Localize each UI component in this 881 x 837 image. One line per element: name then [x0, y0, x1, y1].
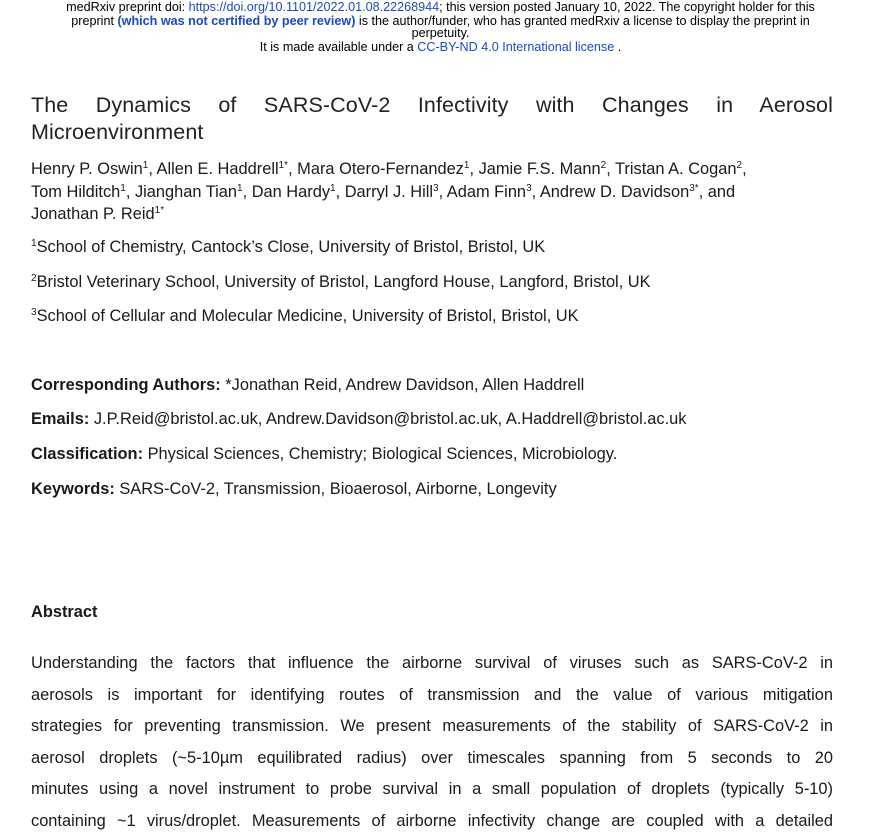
- abstract-line: aerosol droplets (~5-10µm equilibrated radius) over timescales spanning from 5 seconds to 20: [31, 743, 833, 775]
- affiliation-1: [31, 237, 545, 257]
- author-list: [31, 158, 836, 226]
- meta-value: Physical Sciences, Chemistry; Biological Sciences, Microbiology.: [143, 445, 617, 463]
- abstract-line: aerosols is important for identifying routes of transmission and the value of various mitigation: [31, 680, 833, 712]
- author-affiliation-marker: 1: [120, 183, 126, 194]
- affiliation-3: [31, 306, 579, 326]
- abstract-line: Understanding the factors that influence the airborne survival of viruses such as SARS-CoV-2 in: [31, 648, 833, 680]
- author-name: Tristan A. Cogan: [615, 160, 736, 178]
- author-separator: ,: [532, 183, 540, 201]
- author-name: Henry P. Oswin: [31, 160, 143, 178]
- author-separator: ,: [742, 160, 747, 178]
- author-affiliation-marker: 1: [330, 183, 336, 194]
- abstract-line: strategies for preventing transmission. We present measurements of the stability of SARS-CoV-2 in: [31, 711, 833, 743]
- author-separator: ,: [148, 160, 156, 178]
- affiliation-marker: 3: [31, 307, 37, 318]
- meta-value: J.P.Reid@bristol.ac.uk, Andrew.Davidson@bristol.ac.uk, A.Haddrell@bristol.ac.uk: [89, 410, 686, 428]
- meta-value: *Jonathan Reid, Andrew Davidson, Allen Haddrell: [221, 376, 585, 394]
- author-line-3: [31, 203, 836, 226]
- notice-line-2: preprint (which was not certified by peer review) is the author/funder, who has granted medRxiv a license to display the preprint in: [0, 15, 881, 28]
- abstract-line: containing ~1 virus/droplet. Measurements of airborne infectivity change are coupled with a detailed: [31, 806, 833, 837]
- author-affiliation-marker: 3: [526, 183, 532, 194]
- author-separator: , and: [699, 183, 735, 201]
- author-name: Dan Hardy: [252, 183, 330, 201]
- author-affiliation-marker: 2: [601, 160, 607, 171]
- meta-label: Emails:: [31, 410, 89, 428]
- abstract-heading: Abstract: [31, 602, 98, 622]
- abstract-body: [31, 648, 833, 837]
- author-separator: ,: [243, 183, 252, 201]
- author-separator: ,: [126, 183, 135, 201]
- author-name: Jonathan P. Reid: [31, 205, 155, 223]
- title-line-2: Microenvironment: [31, 119, 833, 146]
- meta-value: SARS-CoV-2, Transmission, Bioaerosol, Airborne, Longevity: [115, 480, 557, 498]
- emails: [31, 409, 686, 429]
- classification: [31, 444, 617, 464]
- author-separator: ,: [336, 183, 345, 201]
- author-affiliation-marker: 3: [433, 183, 439, 194]
- not-certified-note: (which was not certified by peer review): [117, 14, 355, 28]
- author-affiliation-marker: 1: [143, 160, 149, 171]
- doi-link[interactable]: https://doi.org/10.1101/2022.01.08.22268944: [189, 0, 439, 14]
- affiliation-marker: 2: [31, 273, 37, 284]
- meta-label: Classification:: [31, 445, 143, 463]
- affiliation-text: School of Chemistry, Cantock’s Close, University of Bristol, Bristol, UK: [37, 238, 546, 256]
- author-name: Allen E. Haddrell: [157, 160, 279, 178]
- title-line-1: The Dynamics of SARS-CoV-2 Infectivity with Changes in Aerosol: [31, 92, 833, 119]
- author-separator: ,: [439, 183, 447, 201]
- affiliation-text: Bristol Veterinary School, University of Bristol, Langford House, Langford, Bristol, UK: [37, 273, 651, 291]
- author-separator: ,: [469, 160, 478, 178]
- author-affiliation-marker: 1*: [155, 205, 164, 216]
- affiliation-text: School of Cellular and Molecular Medicine, University of Bristol, Bristol, UK: [37, 307, 579, 325]
- author-affiliation-marker: 2: [737, 160, 743, 171]
- notice-line-3: perpetuity.: [0, 27, 881, 40]
- author-line-1: [31, 158, 836, 181]
- affiliation-2: [31, 272, 651, 292]
- keywords: [31, 479, 557, 499]
- author-separator: ,: [288, 160, 297, 178]
- author-name: Andrew D. Davidson: [540, 183, 689, 201]
- corresponding-authors: [31, 375, 584, 395]
- author-name: Jianghan Tian: [135, 183, 237, 201]
- meta-label: Keywords:: [31, 480, 115, 498]
- notice-line-4: It is made available under a CC-BY-ND 4.0 International license .: [0, 41, 881, 54]
- author-affiliation-marker: 1: [237, 183, 243, 194]
- notice-line-1: medRxiv preprint doi: https://doi.org/10.1101/2022.01.08.22268944; this version posted January 10, 2022. The copyright holder for this: [0, 1, 881, 14]
- license-link[interactable]: CC-BY-ND 4.0 International license: [417, 40, 614, 54]
- author-name: Adam Finn: [447, 183, 526, 201]
- author-affiliation-marker: 3*: [689, 183, 698, 194]
- author-name: Tom Hilditch: [31, 183, 120, 201]
- author-name: Mara Otero-Fernandez: [297, 160, 464, 178]
- author-name: Darryl J. Hill: [345, 183, 433, 201]
- author-affiliation-marker: 1*: [279, 160, 288, 171]
- author-line-2: [31, 181, 836, 204]
- author-separator: ,: [606, 160, 615, 178]
- meta-label: Corresponding Authors:: [31, 376, 221, 394]
- author-affiliation-marker: 1: [464, 160, 470, 171]
- paper-title: [31, 92, 833, 146]
- affiliation-marker: 1: [31, 238, 37, 249]
- author-name: Jamie F.S. Mann: [479, 160, 601, 178]
- abstract-line: minutes using a novel instrument to probe survival in a small population of droplets (typically 5-10): [31, 774, 833, 806]
